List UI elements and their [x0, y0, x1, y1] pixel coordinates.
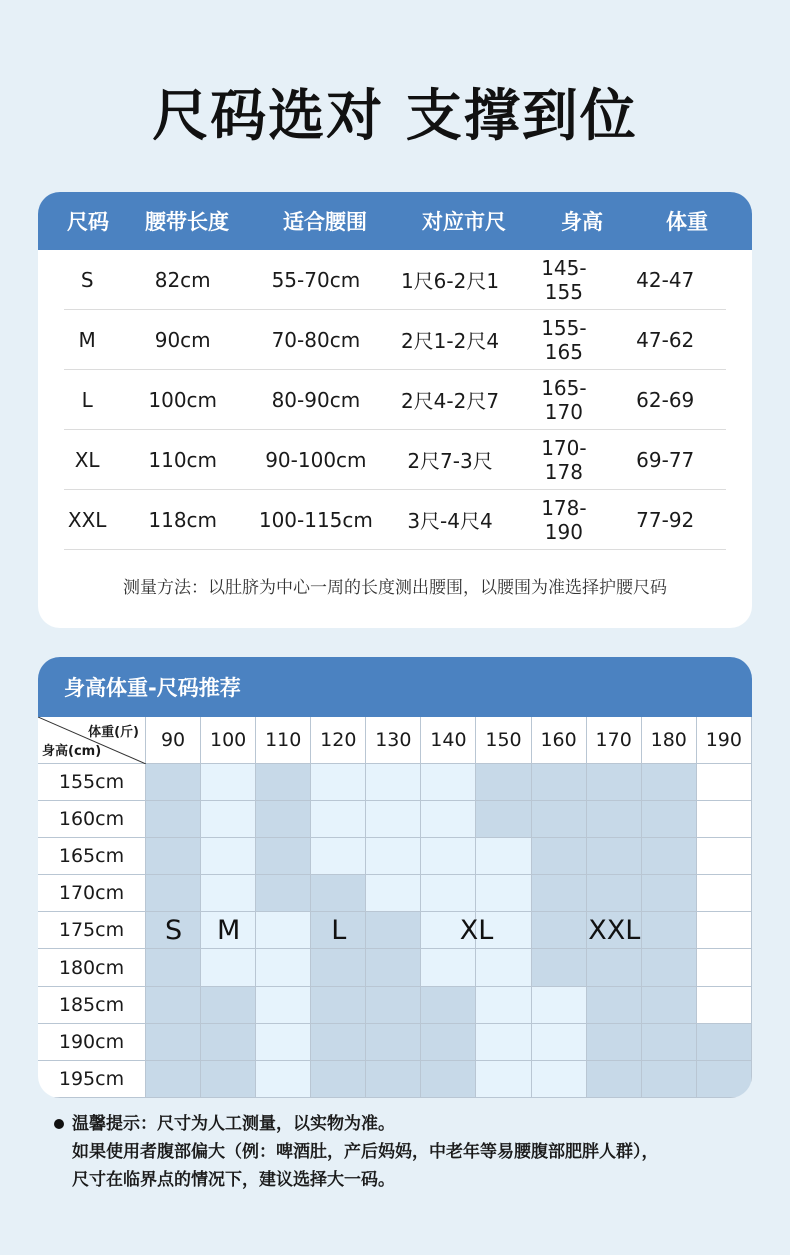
header-height: 身高 [561, 210, 603, 234]
grid-cell [366, 987, 421, 1024]
recommend-grid [38, 717, 752, 1098]
weight-header: 140 [421, 717, 476, 764]
recommend-title: 身高体重-尺码推荐 [38, 657, 752, 717]
grid-cell [587, 838, 642, 875]
cell-belt-length: 82cm [154, 267, 211, 292]
grid-cell [201, 949, 256, 986]
cell-height: 145-155 [541, 255, 587, 304]
grid-cell [476, 1024, 531, 1061]
grid-cell [146, 1061, 201, 1098]
grid-cell [476, 764, 531, 801]
grid-cell [642, 949, 697, 986]
grid-cell [366, 875, 421, 912]
size-label: S [164, 914, 183, 946]
grid-cell [311, 987, 366, 1024]
grid-cell [421, 1061, 476, 1098]
size-table-body [38, 250, 752, 550]
cell-weight: 62-69 [636, 387, 695, 412]
grid-cell [476, 875, 531, 912]
grid-cell [642, 1024, 697, 1061]
grid-cell [697, 1061, 752, 1098]
grid-cell [476, 949, 531, 986]
cell-height: 155-165 [541, 315, 587, 364]
grid-cell [366, 801, 421, 838]
cell-weight: 69-77 [636, 447, 695, 472]
cell-waist: 100-115cm [258, 507, 373, 532]
grid-cell [642, 875, 697, 912]
measure-note: 测量方法：以肚脐为中心一周的长度测出腰围，以腰围为准选择护腰尺码 [123, 578, 667, 598]
grid-cell [256, 875, 311, 912]
grid-cell [146, 838, 201, 875]
corner-height-label: 身高(cm) [42, 744, 102, 759]
grid-cell [587, 1061, 642, 1098]
height-label: 155cm [38, 764, 146, 801]
grid-cell [697, 875, 752, 912]
grid-cell [256, 1061, 311, 1098]
size-table-card [38, 192, 752, 628]
cell-waist: 90-100cm [265, 447, 367, 472]
cell-size: XXL [67, 507, 107, 532]
grid-cell [697, 912, 752, 949]
header-chinese-size: 对应市尺 [422, 210, 506, 234]
grid-cell [201, 1024, 256, 1061]
grid-cell [587, 1024, 642, 1061]
header-waist: 适合腰围 [283, 210, 367, 234]
cell-belt-length: 110cm [148, 447, 218, 472]
grid-cell [311, 764, 366, 801]
grid-cell [697, 801, 752, 838]
grid-cell [146, 801, 201, 838]
grid-cell [311, 1024, 366, 1061]
table-row [64, 310, 726, 370]
grid-cell [366, 1061, 421, 1098]
tip-line: 尺寸在临界点的情况下，建议选择大一码。 [72, 1170, 395, 1190]
height-label: 190cm [38, 1024, 146, 1061]
tips [54, 1110, 659, 1194]
bullet-icon [54, 1119, 64, 1129]
height-label: 185cm [38, 987, 146, 1024]
grid-cell [476, 1061, 531, 1098]
cell-height: 178-190 [541, 495, 587, 544]
cell-chinese-size: 2尺1-2尺4 [400, 329, 500, 353]
grid-cell [697, 949, 752, 986]
table-row [64, 250, 726, 310]
tip-line: 如果使用者腹部偏大（例：啤酒肚，产后妈妈，中老年等易腰腹部肥胖人群）， [72, 1142, 659, 1162]
grid-cell [476, 838, 531, 875]
cell-chinese-size: 2尺7-3尺 [407, 449, 493, 473]
grid-cell [201, 764, 256, 801]
grid-cell [587, 875, 642, 912]
grid-cell [697, 987, 752, 1024]
grid-cell [697, 1024, 752, 1061]
grid-cell [642, 987, 697, 1024]
grid-cell [311, 875, 366, 912]
cell-weight: 77-92 [636, 507, 695, 532]
grid-cell [311, 949, 366, 986]
height-label: 175cm [38, 912, 146, 949]
grid-cell [532, 1061, 587, 1098]
grid-cell [532, 1024, 587, 1061]
grid-cell [587, 949, 642, 986]
cell-belt-length: 100cm [148, 387, 218, 412]
grid-cell [256, 949, 311, 986]
grid-cell [201, 838, 256, 875]
grid-cell [421, 1024, 476, 1061]
grid-cell [421, 801, 476, 838]
grid-cell [146, 987, 201, 1024]
grid-cell [532, 949, 587, 986]
weight-header: 90 [146, 717, 201, 764]
cell-waist: 70-80cm [271, 327, 361, 352]
grid-cell [421, 764, 476, 801]
grid-cell [532, 875, 587, 912]
height-label: 195cm [38, 1061, 146, 1098]
size-table-header [38, 192, 752, 250]
grid-cell [256, 764, 311, 801]
height-label: 160cm [38, 801, 146, 838]
grid-cell [256, 838, 311, 875]
recommend-card [38, 657, 752, 1098]
height-label: 170cm [38, 875, 146, 912]
height-label: 165cm [38, 838, 146, 875]
grid-cell [642, 1061, 697, 1098]
grid-cell [476, 987, 531, 1024]
table-row [64, 370, 726, 430]
grid-cell [146, 1024, 201, 1061]
weight-header: 190 [697, 717, 752, 764]
tip-line: 温馨提示：尺寸为人工测量，以实物为准。 [72, 1114, 395, 1134]
grid-cell [642, 801, 697, 838]
cell-belt-length: 90cm [154, 327, 211, 352]
grid-cell [201, 987, 256, 1024]
corner-weight-label: 体重(斤) [88, 725, 139, 740]
weight-header: 170 [587, 717, 642, 764]
grid-cell [366, 949, 421, 986]
grid-cell [146, 764, 201, 801]
weight-header: 110 [256, 717, 311, 764]
weight-header: 100 [201, 717, 256, 764]
grid-cell [532, 764, 587, 801]
grid-cell [421, 838, 476, 875]
grid-cell [421, 875, 476, 912]
grid-cell [366, 838, 421, 875]
grid-cell [256, 801, 311, 838]
grid-cell [311, 838, 366, 875]
grid-cell [256, 1024, 311, 1061]
cell-size: XL [74, 447, 100, 472]
grid-cell [421, 949, 476, 986]
grid-cell [256, 987, 311, 1024]
cell-chinese-size: 2尺4-2尺7 [400, 389, 500, 413]
grid-cell [366, 1024, 421, 1061]
cell-belt-length: 118cm [148, 507, 218, 532]
size-label: XXL [588, 914, 641, 946]
page-headline: 尺码选对 支撑到位 [152, 84, 638, 149]
grid-cell [532, 838, 587, 875]
grid-cell [587, 764, 642, 801]
grid-cell [201, 801, 256, 838]
grid-cell [587, 801, 642, 838]
cell-chinese-size: 1尺6-2尺1 [400, 269, 500, 293]
grid-cell [311, 1061, 366, 1098]
height-label: 180cm [38, 949, 146, 986]
grid-cell [201, 1061, 256, 1098]
cell-chinese-size: 3尺-4尺4 [407, 509, 493, 533]
grid-cell [476, 801, 531, 838]
weight-header: 160 [532, 717, 587, 764]
grid-cell [532, 987, 587, 1024]
grid-cell [642, 764, 697, 801]
grid-cell [587, 987, 642, 1024]
grid-cell [532, 801, 587, 838]
grid-cell [311, 801, 366, 838]
cell-size: S [80, 267, 94, 292]
cell-height: 165-170 [541, 375, 587, 424]
header-belt-length: 腰带长度 [145, 210, 229, 234]
weight-header: 130 [366, 717, 421, 764]
grid-cell [697, 838, 752, 875]
weight-header: 120 [311, 717, 366, 764]
grid-cell [421, 987, 476, 1024]
cell-weight: 42-47 [636, 267, 695, 292]
table-row [64, 490, 726, 550]
weight-header: 180 [642, 717, 697, 764]
header-weight: 体重 [666, 210, 708, 234]
grid-cell [146, 949, 201, 986]
size-label: L [331, 914, 347, 946]
cell-size: M [78, 327, 96, 352]
table-row [64, 430, 726, 490]
grid-cell [366, 764, 421, 801]
header-size: 尺码 [67, 210, 109, 234]
cell-waist: 80-90cm [271, 387, 361, 412]
grid-cell [642, 838, 697, 875]
cell-waist: 55-70cm [271, 267, 361, 292]
grid-corner [38, 717, 146, 764]
cell-size: L [81, 387, 93, 412]
grid-cell [201, 875, 256, 912]
size-label: M [216, 914, 241, 946]
grid-cell [697, 764, 752, 801]
cell-height: 170-178 [541, 435, 587, 484]
size-label: XL [459, 914, 494, 946]
grid-cell [146, 875, 201, 912]
weight-header: 150 [476, 717, 531, 764]
cell-weight: 47-62 [636, 327, 695, 352]
